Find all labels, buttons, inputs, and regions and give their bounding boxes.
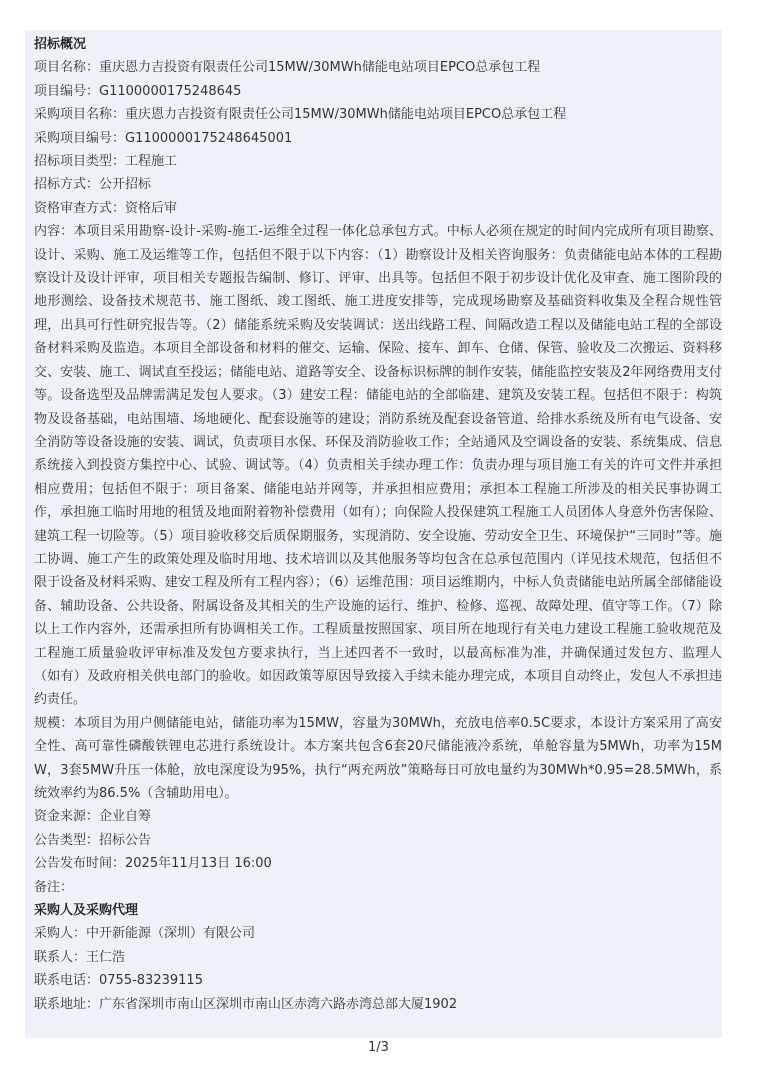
funding-source-value: 企业自筹 — [99, 809, 152, 825]
contact-person-value: 王仁浩 — [86, 949, 126, 965]
contact-address-label: 联系地址： — [34, 996, 100, 1012]
procurement-project-number-row — [34, 127, 722, 150]
project-type-label: 招标项目类型： — [34, 154, 126, 170]
contact-person-label: 联系人： — [34, 949, 87, 965]
project-number-row — [34, 80, 722, 103]
procurement-project-number-label: 采购项目编号： — [34, 130, 126, 146]
purchaser-value: 中开新能源（深圳）有限公司 — [86, 926, 256, 942]
publish-time-value: 2025年11月13日 16:00 — [125, 856, 272, 872]
section-title-bidding-overview: 招标概况 — [34, 37, 87, 52]
funding-source-label: 资金来源： — [34, 809, 100, 825]
page-number: 1/3 — [368, 1040, 389, 1055]
qualification-review-label: 资格审查方式： — [34, 200, 126, 216]
procurement-project-name-row — [34, 103, 722, 126]
notice-content — [34, 33, 722, 1016]
content-label: 内容： — [34, 224, 74, 240]
project-name-row — [34, 56, 722, 79]
contact-address-value: 广东省深圳市南山区深圳市南山区赤湾六路赤湾总部大厦1902 — [99, 996, 458, 1012]
contact-phone-row — [34, 969, 722, 992]
bidding-method-value: 公开招标 — [99, 177, 152, 193]
procurement-project-name-label: 采购项目名称： — [34, 107, 126, 123]
publish-time-label: 公告发布时间： — [34, 856, 126, 872]
project-name-value: 重庆恩力吉投资有限责任公司15MW/30MWh储能电站项目EPCO总承包工程 — [99, 60, 541, 76]
remarks-label: 备注： — [34, 879, 74, 895]
scale-row — [34, 712, 722, 806]
contact-phone-label: 联系电话： — [34, 973, 100, 989]
bidding-method-label: 招标方式： — [34, 177, 100, 193]
procurement-project-number-value: G1100000175248645001 — [125, 130, 293, 146]
section-title-purchaser: 采购人及采购代理 — [34, 903, 139, 919]
project-name-label: 项目名称： — [34, 60, 100, 76]
purchaser-label: 采购人： — [34, 926, 87, 942]
project-number-value: G1100000175248645 — [99, 83, 242, 99]
contact-address-row — [34, 993, 722, 1016]
qualification-review-row — [34, 197, 722, 220]
project-type-row — [34, 150, 722, 173]
scale-value: 本项目为用户侧储能电站，储能功率为15MW，容量为30MWh，充放电倍率0.5C要求，本设计方案采用了高安全性、高可靠性磷酸铁锂电芯进行系统设计。本方案共包含6套20尺储能液冷系统，单舱容量为5MWh，功率为15MW，3套5MW升压一体舱，放电深度设为95%，执行“两充两放”策略每日可放电量约为30MWh*0.95=28.5MWh，系统效率约为86.5%（含辅助用电）。 — [34, 715, 722, 801]
qualification-review-value: 资格后审 — [125, 200, 178, 216]
remarks-row — [34, 876, 722, 899]
scale-label: 规模： — [34, 715, 74, 731]
project-type-value: 工程施工 — [125, 154, 178, 170]
announcement-type-row — [34, 829, 722, 852]
publish-time-row — [34, 852, 722, 875]
announcement-type-label: 公告类型： — [34, 832, 100, 848]
funding-source-row — [34, 805, 722, 828]
announcement-type-value: 招标公告 — [99, 832, 152, 848]
bidding-method-row — [34, 173, 722, 196]
content-value: 本项目采用勘察-设计-采购-施工-运维全过程一体化总承包方式。中标人必须在规定的时间内完成所有项目勘察、设计、采购、施工及运维等工作，包括但不限于以下内容：（1）勘察设计及相关咨询服务：负责储能电站本体的工程勘察设计及设计评审，项目相关专题报告编制、修订、评审、出具等。包括但不限于初步设计优化及审查、施工图阶段的地形测绘、设备技术规范书、施工图纸、竣工图纸、施工进度安排等，完成现场勘察及基础资料收集及全程合规性管理，出具可行性研究报告等。（2）储能系统采购及安装调试：送出线路工程、间隔改造工程以及储能电站工程的全部设备材料采购及监造。本项目全部设备和材料的催交、运输、保险、接车、卸车、仓储、保管、验收及二次搬运、资料移交、安装、施工、调试直至投运；储能电站、道路等安全、设备标识标牌的制作安装，储能监控安装及2年网络费用支付等。设备选型及品牌需满足发包人要求。（3）建安工程：储能电站的全部临建、建筑及安装工程。包括但不限于：构筑物及设备基础，电站围墙、场地硬化、配套设施等的建设；消防系统及配套设备管道、给排水系统及所有电气设备、安全消防等设备设施的安装、调试，负责项目水保、环保及消防验收工作；全站通风及空调设备的安装、系统集成、信息系统接入到投资方集控中心、试验、调试等。（4）负责相关手续办理工作：负责办理与项目施工有关的许可文件并承担相应费用；包括但不限于：项目备案、储能电站并网等，并承担相应费用；承担本工程施工所涉及的相关民事协调工作，承担施工临时用地的租赁及地面附着物补偿费用（如有）；向保险人投保建筑工程施工人员团体人身意外伤害保险、建筑工程一切险等。（5）项目验收移交后质保期服务，实现消防、安全设施、劳动安全卫生、环境保护“三同时”等。施工协调、施工产生的政策处理及临时用地、技术培训以及其他服务等均包含在总承包范围内（详见技术规范，包括但不限于设备及材料采购、建安工程及所有工程内容）；（6）运维范围：项目运维期内，中标人负责储能电站所属全部储能设备、辅助设备、公共设备、附属设备及其相关的生产设施的运行、维护、检修、巡视、故障处理、值守等工作。（7）除以上工作内容外，还需承担所有协调相关工作。工程质量按照国家、项目所在地现行有关电力建设工程施工验收规范及工程施工质量验收评审标准及发包方要求执行，当上述四者不一致时，以最高标准为准，并确保通过发包方、监理人（如有）及政府相关供电部门的验收。如因政策等原因导致接入手续未能办理完成，本项目自动终止，发包人不承担违约责任。 — [34, 224, 722, 708]
purchaser-row — [34, 922, 722, 945]
content-row — [34, 220, 722, 712]
procurement-project-name-value: 重庆恩力吉投资有限责任公司15MW/30MWh储能电站项目EPCO总承包工程 — [125, 107, 567, 123]
project-number-label: 项目编号： — [34, 83, 100, 99]
contact-person-row — [34, 946, 722, 969]
contact-phone-value: 0755-83239115 — [99, 973, 203, 989]
